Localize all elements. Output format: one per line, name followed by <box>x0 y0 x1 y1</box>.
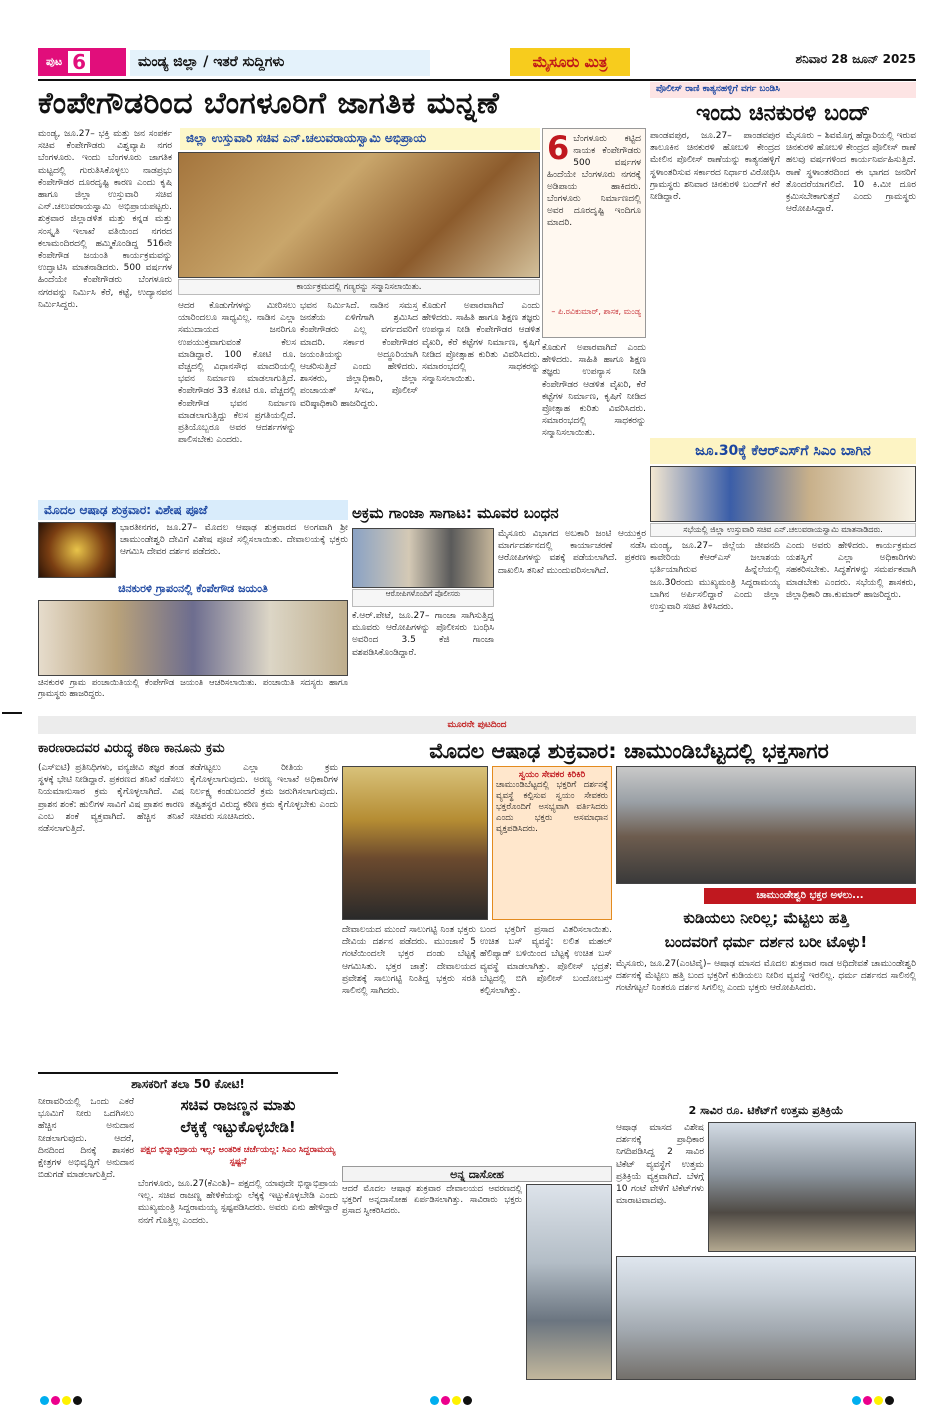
lead-column-1: ಮಂಡ್ಯ, ಜೂ.27– ಭಕ್ತಿ ಮತ್ತು ಜನ ಸಂಪರ್ಕ ಸಚಿವ ಕೆಂಪೇಗೌಡರು ವಿಶ್ವವ್ಯಾಪಿ ನಗರ ಬೆಂಗಳೂರು. ಇಂದು ಬೆಂಗಳೂರು ಜಾಗತಿಕ ಮಟ್ಟದಲ್ಲಿ ಗುರುತಿಸಿಕೊಳ್ಳಲು ನಾಡಪ್ರಭು ಕೆಂಪೇಗೌಡರ ದೂರದೃಷ್ಟಿ ಕಾರಣ ಎಂದು ಕೃಷಿ ಹಾಗೂ ಜಿಲ್ಲಾ ಉಸ್ತುವಾರಿ ಸಚಿವ ಎನ್.ಚಲುವರಾಯಸ್ವಾಮಿ ಅಭಿಪ್ರಾಯಪಟ್ಟರು. ಶುಕ್ರವಾರ ಜಿಲ್ಲಾಡಳಿತ ಮತ್ತು ಕನ್ನಡ ಮತ್ತು ಸಂಸ್ಕೃತಿ ಇಲಾಖೆ ವತಿಯಿಂದ ನಗರದ ಕಲಾಮಂದಿರದಲ್ಲಿ ಹಮ್ಮಿಕೊಂಡಿದ್ದ 516ನೇ ಕೆಂಪೇಗೌಡ ಜಯಂತಿ ಕಾರ್ಯಕ್ರಮವನ್ನು ಉದ್ಘಾಟಿಸಿ ಮಾತನಾಡಿದರು. 500 ವರ್ಷಗಳ ಹಿಂದೆಯೇ ಕೆಂಪೇಗೌಡರು ಬೆಂಗಳೂರು ನಗರವನ್ನು ನಿರ್ಮಿಸಿ ಕೆರೆ, ಕಟ್ಟೆ, ಉದ್ಯಾನವನ ನಿರ್ಮಿಸಿದ್ದರು. <box>38 129 172 310</box>
newspaper-name: ಮೈಸೂರು ಮಿತ್ರ <box>510 48 630 76</box>
lead-column-3: ಭವನ ನಿರ್ಮಿಸಿದೆ. ನಾಡಿನ ಸಮಸ್ತ ಜನತೆಯ ಏಳಿಗೆಗಾಗಿ ಶ್ರಮಿಸಿದ ಕೆಂಪೇಗೌಡರು ಎಲ್ಲ ವರ್ಗದವರಿಗೆ ಮಾದರಿ. ಸರ್ಕಾರ ಕೆಂಪೇಗೌಡರ ಜಯಂತಿಯನ್ನು ಅದ್ಧೂರಿಯಾಗಿ ಆಚರಿಸುತ್ತಿದೆ ಎಂದು ಹೇಳಿದರು. ಶಾಸಕರು, ಜಿಲ್ಲಾಧಿಕಾರಿ, ಜಿಲ್ಲಾ ಪಂಚಾಯತ್ ಸಿಇಒ, ಪೊಲೀಸ್ ವರಿಷ್ಠಾಧಿಕಾರಿ ಹಾಜರಿದ್ದರು. <box>300 301 418 409</box>
page-number-box <box>38 48 126 76</box>
quote-big-number: 6 <box>547 133 570 167</box>
law-column-1: (ಎಸ್‌ಐಟಿ) ಪ್ರತಿನಿಧಿಗಳು, ವನ್ಯಜೀವಿ ತಜ್ಞರ ತಂಡ ಸ್ಥಳಕ್ಕೆ ಭೇಟಿ ನೀಡಿದ್ದಾರೆ. ಪ್ರಕರಣದ ತನಿಖೆ ನಡೆಸಲು ನಿಯಮಾನುಸಾರ ಕ್ರಮ ಕೈಗೊಳ್ಳಲಾಗಿದೆ. ವಿಷ ಪ್ರಾಶನ ಶಂಕೆ: ಹುಲಿಗಳ ಸಾವಿಗೆ ವಿಷ ಪ್ರಾಶನ ಕಾರಣ ಎಂಬ ಶಂಕೆ ವ್ಯಕ್ತವಾಗಿದೆ. ಹೆಚ್ಚಿನ ತನಿಖೆ ನಡೆಸಲಾಗುತ್ತಿದೆ. <box>38 763 184 835</box>
dot-cyan <box>852 1396 861 1405</box>
jayanti-photo <box>38 600 348 676</box>
chamundi-column-1: ದೇವಾಲಯದ ಮುಂದೆ ಸಾಲುಗಟ್ಟಿ ನಿಂತ ಭಕ್ತರು ದೇವಿಯ ದರ್ಶನ ಪಡೆದರು. ಮುಂಜಾನೆ 5 ಗಂಟೆಯಿಂದಲೇ ಭಕ್ತರ ದಂಡು ಬೆಟ್ಟಕ್ಕೆ ಆಗಮಿಸಿತು. ಭಕ್ತರ ಜಾತ್ರೆ: ದೇವಾಲಯದ ಪ್ರವೇಶಕ್ಕೆ ಸಾಲುಗಟ್ಟಿ ನಿಂತಿದ್ದ ಭಕ್ತರು ಸರತಿ ಸಾಲಿನಲ್ಲಿ ಸಾಗಿದರು. <box>342 925 476 997</box>
ticket-subhead: 2 ಸಾವಿರ ರೂ. ಟಿಕೆಟ್‌ಗೆ ಉತ್ತಮ ಪ್ರತಿಕ್ರಿಯೆ <box>688 1104 844 1117</box>
dot-yellow <box>452 1396 461 1405</box>
volunteer-text: ಚಾಮುಂಡಿಬೆಟ್ಟದಲ್ಲಿ ಭಕ್ತರಿಗೆ ದರ್ಶನಕ್ಕೆ ವ್ಯವಸ್ಥೆ ಕಲ್ಪಿಸುವ ಸ್ವಯಂ ಸೇವಕರು ಭಕ್ತರೊಂದಿಗೆ ಅಸಭ್ಯವಾಗಿ ವರ್ತಿಸಿದರು ಎಂದು ಭಕ್ತರು ಅಸಮಾಧಾನ ವ್ಯಕ್ತಪಡಿಸಿದರು. <box>496 780 608 834</box>
minister-column-2: ಬೆಂಗಳೂರು, ಜೂ.27(ಕೆಎಂಶಿ)– ಪಕ್ಷದಲ್ಲಿ ಯಾವುದೇ ಭಿನ್ನಾಭಿಪ್ರಾಯ ಇಲ್ಲ. ಸಚಿವ ರಾಜಣ್ಣ ಹೇಳಿಕೆಯನ್ನು ಲೆಕ್ಕಕ್ಕೆ ಇಟ್ಟುಕೊಳ್ಳಬೇಡಿ ಎಂದು ಮುಖ್ಯಮಂತ್ರಿ ಸಿದ್ದರಾಮಯ್ಯ ಸ್ಪಷ್ಟಪಡಿಸಿದರು. ಅವರು ಏನು ಹೇಳಿದ್ದಾರೆ ನನಗೆ ಗೊತ್ತಿಲ್ಲ ಎಂದರು. <box>138 1179 338 1226</box>
issue-date: ಶನಿವಾರ 28 ಜೂನ್ 2025 <box>795 52 916 66</box>
lead-column-4: ಕೊಡುಗೆ ಅಪಾರವಾಗಿದೆ ಎಂದು ಹೇಳಿದರು. ಸಾಹಿತಿ ಹಾಗೂ ಶಿಕ್ಷಣ ತಜ್ಞರು ಉಪನ್ಯಾಸ ನೀಡಿ ಕೆಂಪೇಗೌಡರ ಆಡಳಿತ ವೈಖರಿ, ಕೆರೆ ಕಟ್ಟೆಗಳ ನಿರ್ಮಾಣ, ಕೃಷಿಗೆ ನೀಡಿದ ಪ್ರೋತ್ಸಾಹ ಕುರಿತು ವಿವರಿಸಿದರು. ಸಮಾರಂಭದಲ್ಲಿ ಸಾಧಕರನ್ನು ಸನ್ಮಾನಿಸಲಾಯಿತು. <box>422 301 540 385</box>
temple-crowd-photo <box>342 766 488 920</box>
ganja-column-1: ಕೆ.ಆರ್.ಪೇಟೆ, ಜೂ.27– ಗಾಂಜಾ ಸಾಗಿಸುತ್ತಿದ್ದ ಮೂವರು ಆರೋಪಿಗಳನ್ನು ಪೊಲೀಸರು ಬಂಧಿಸಿ ಅವರಿಂದ 3.5 ಕೆಜಿ ಗಾಂಜಾ ವಶಪಡಿಸಿಕೊಂಡಿದ್ದಾರೆ. <box>352 611 494 658</box>
devotees-headline <box>616 906 916 956</box>
devotees-tag: ಚಾಮುಂಡೇಶ್ವರಿ ಭಕ್ತರ ಅಳಲು... <box>704 888 916 904</box>
ganja-headline: ಅಕ್ರಮ ಗಾಂಜಾ ಸಾಗಾಟ: ಮೂವರ ಬಂಧನ <box>352 504 559 522</box>
margin-mark <box>2 712 22 714</box>
hilltop-crowd-photo <box>616 766 916 884</box>
lead-column-5: ಕೊಡುಗೆ ಅಪಾರವಾಗಿದೆ ಎಂದು ಹೇಳಿದರು. ಸಾಹಿತಿ ಹಾಗೂ ಶಿಕ್ಷಣ ತಜ್ಞರು ಉಪನ್ಯಾಸ ನೀಡಿ ಕೆಂಪೇಗೌಡರ ಆಡಳಿತ ವೈಖರಿ, ಕೆರೆ ಕಟ್ಟೆಗಳ ನಿರ್ಮಾಣ, ಕೃಷಿಗೆ ನೀಡಿದ ಪ್ರೋತ್ಸಾಹ ಕುರಿತು ವಿವರಿಸಿದರು. ಸಮಾರಂಭದಲ್ಲಿ ಸಾಧಕರನ್ನು ಸನ್ಮಾನಿಸಲಾಯಿತು. <box>542 343 646 439</box>
krs-column-2: ಎಂದು ಅವರು ಹೇಳಿದರು. ಕಾರ್ಯಕ್ರಮದ ಯಶಸ್ವಿಗೆ ಎಲ್ಲಾ ಅಧಿಕಾರಿಗಳು ಸಹಕರಿಸಬೇಕು. ಸಿದ್ಧತೆಗಳನ್ನು ಸಮರ್ಪಕವಾಗಿ ಮಾಡಬೇಕು ಎಂದರು. ಸಭೆಯಲ್ಲಿ ಶಾಸಕರು, ಜಿಲ್ಲಾಧಿಕಾರಿ ಡಾ.ಕುಮಾರ್ ಹಾಜರಿದ್ದರು. <box>786 541 916 600</box>
bandh-headline: ಇಂದು ಚಿನಕುರಳಿ ಬಂದ್ <box>695 101 871 126</box>
krs-column-1: ಮಂಡ್ಯ, ಜೂ.27– ಜಿಲ್ಲೆಯ ಜೀವನದಿ ಕಾವೇರಿಯ ಕೆಆರ್‌ಎಸ್ ಜಲಾಶಯ ಭರ್ತಿಯಾಗಿರುವ ಹಿನ್ನೆಲೆಯಲ್ಲಿ ಜೂ.30ರಂದು ಮುಖ್ಯಮಂತ್ರಿ ಸಿದ್ದರಾಮಯ್ಯ ಬಾಗಿನ ಅರ್ಪಿಸಲಿದ್ದಾರೆ ಎಂದು ಜಿಲ್ಲಾ ಉಸ್ತುವಾರಿ ಸಚಿವ ತಿಳಿಸಿದರು. <box>650 541 780 613</box>
page-number: 6 <box>68 51 90 73</box>
dot-yellow <box>62 1396 71 1405</box>
chamundi-headline: ಮೊದಲ ಆಷಾಢ ಶುಕ್ರವಾರ: ಚಾಮುಂಡಿಬೆಟ್ಟದಲ್ಲಿ ಭಕ್ತಸಾಗರ <box>429 739 829 763</box>
quote-byline: – ಪಿ.ರವಿಕುಮಾರ್, ಶಾಸಕ, ಮಂಡ್ಯ <box>551 307 641 316</box>
dot-magenta <box>51 1396 60 1405</box>
dot-cyan <box>430 1396 439 1405</box>
ticket-queue-photo <box>708 1122 916 1252</box>
jayanti-caption: ಚಿನಕುರಳಿ ಗ್ರಾಮ ಪಂಚಾಯಿತಿಯಲ್ಲಿ ಕೆಂಪೇಗೌಡ ಜಯಂತಿ ಆಚರಿಸಲಾಯಿತು. ಪಂಚಾಯಿತಿ ಸದಸ್ಯರು ಹಾಗೂ ಗ್ರಾಮಸ್ಥರು ಹಾಜರಿದ್ದರು. <box>38 678 348 699</box>
lead-photo <box>178 152 540 278</box>
law-headline: ಕಾರಣರಾದವರ ವಿರುದ್ಧ ಕಠಿಣ ಕಾನೂನು ಕ್ರಮ <box>38 741 225 756</box>
law-column-2: ತಡೆಗಟ್ಟಲು ಎಲ್ಲಾ ರೀತಿಯ ಕ್ರಮ ಕೈಗೊಳ್ಳಲಾಗುವುದು. ಅರಣ್ಯ ಇಲಾಖೆ ಅಧಿಕಾರಿಗಳ ನಿರ್ಲಕ್ಷ್ಯ ಕಂಡುಬಂದರೆ ಕ್ರಮ ಜರುಗಿಸಲಾಗುವುದು. ತಪ್ಪಿತಸ್ಥರ ವಿರುದ್ಧ ಕಠಿಣ ಕ್ರಮ ಕೈಗೊಳ್ಳಬೇಕು ಎಂದು ಸಚಿವರು ಸೂಚಿಸಿದರು. <box>190 763 338 822</box>
dot-black <box>463 1396 472 1405</box>
jayanti-subhead: ಚಿನಕುರಳಿ ಗ್ರಾಪಂನಲ್ಲಿ ಕೆಂಪೇಗೌಡ ಜಯಂತಿ <box>118 582 268 595</box>
food-text: ಆದರೆ ಮೊದಲ ಆಷಾಢ ಶುಕ್ರವಾರ ದೇವಾಲಯದ ಆವರಣದಲ್ಲಿ ಭಕ್ತರಿಗೆ ಅನ್ನದಾಸೋಹ ಏರ್ಪಡಿಸಲಾಗಿತ್ತು. ಸಾವಿರಾರು ಭಕ್ತರು ಪ್ರಸಾದ ಸ್ವೀಕರಿಸಿದರು. <box>342 1184 522 1216</box>
section-title: ಮಂಡ್ಯ ಜಿಲ್ಲಾ / ಇತರೆ ಸುದ್ದಿಗಳು <box>130 50 430 76</box>
ganja-column-2: ಮೈಸೂರು ವಿಭಾಗದ ಅಬಕಾರಿ ಜಂಟಿ ಆಯುಕ್ತರ ಮಾರ್ಗದರ್ಶನದಲ್ಲಿ ಕಾರ್ಯಾಚರಣೆ ನಡೆಸಿ ಆರೋಪಿಗಳನ್ನು ವಶಕ್ಕೆ ಪಡೆಯಲಾಗಿದೆ. ಪ್ರಕರಣ ದಾಖಲಿಸಿ ತನಿಖೆ ಮುಂದುವರಿಸಲಾಗಿದೆ. <box>498 529 646 576</box>
krs-head-band <box>650 438 916 464</box>
devotees-text: ಮೈಸೂರು, ಜೂ.27(ಎಂಟಿವೈ)– ಆಷಾಢ ಮಾಸದ ಮೊದಲ ಶುಕ್ರವಾರ ನಾಡ ಅಧಿದೇವತೆ ಚಾಮುಂಡೇಶ್ವರಿ ದರ್ಶನಕ್ಕೆ ಮೆಟ್ಟಿಲು ಹತ್ತಿ ಬಂದ ಭಕ್ತರಿಗೆ ಕುಡಿಯಲು ನೀರಿನ ವ್ಯವಸ್ಥೆ ಇರಲಿಲ್ಲ. ಧರ್ಮ ದರ್ಶನದ ಸಾಲಿನಲ್ಲಿ ಗಂಟೆಗಟ್ಟಲೆ ನಿಂತರೂ ದರ್ಶನ ಸಿಗಲಿಲ್ಲ ಎಂದು ಭಕ್ತರು ಆರೋಪಿಸಿದರು. <box>616 959 916 994</box>
registration-dots-right <box>852 1390 916 1402</box>
volunteer-headline: ಸ್ವಯಂ ಸೇವಕರ ಕಿರಿಕಿರಿ <box>518 770 586 780</box>
dot-cyan <box>40 1396 49 1405</box>
arrest-photo <box>352 528 494 588</box>
minister-kicker: ಪಕ್ಷದ ಭಿನ್ನಾಭಿಪ್ರಾಯ ಇಲ್ಲ; ಅಂತರಿಕ ಚರ್ಚೆಯಲ್ಲ: ಸಿಎಂ ಸಿದ್ದರಾಮಯ್ಯ ಸ್ಪಷ್ಟನೆ <box>140 1145 336 1167</box>
bandh-column-1: ಪಾಂಡವಪುರ, ಜೂ.27– ಪಾಂಡವಪುರ ತಾಲೂಕಿನ ಚಿನಕುರಳಿ ಹೋಬಳಿ ಕೇಂದ್ರದ ಮೇಲಿನ ಪೊಲೀಸ್ ಠಾಣೆಯನ್ನು ಕಾತ್ಯನಹಳ್ಳಿಗೆ ಸ್ಥಳಾಂತರಿಸುವ ಸರ್ಕಾರದ ನಿರ್ಧಾರ ವಿರೋಧಿಸಿ ಗ್ರಾಮಸ್ಥರು ಶನಿವಾರ ಚಿನಕುರಳಿ ಬಂದ್‌ಗೆ ಕರೆ ನೀಡಿದ್ದಾರೆ. <box>650 131 780 203</box>
pooja-headline: ಮೊದಲ ಆಷಾಢ ಶುಕ್ರವಾರ: ವಿಶೇಷ ಪೂಜೆ <box>44 503 208 517</box>
lead-column-2: ಆದರ ಕೊಡುಗೆಗಳನ್ನು ಮೀರಿಸಲು ಯಾರಿಂದಲೂ ಸಾಧ್ಯವಿಲ್ಲ. ನಾಡಿನ ಎಲ್ಲಾ ಸಮುದಾಯದ ಜನರಿಗೂ ಉಪಯುಕ್ತವಾಗುವಂತೆ ಕೆಲಸ ಮಾಡಿದ್ದಾರೆ. 100 ಕೋಟಿ ರೂ. ವೆಚ್ಚದಲ್ಲಿ ವಿಧಾನಸೌಧ ಮಾದರಿಯಲ್ಲಿ ಭವನ ನಿರ್ಮಾಣ ಮಾಡಲಾಗುತ್ತಿದೆ. ಕೆಂಪೇಗೌಡರ 33 ಕೋಟಿ ರೂ. ವೆಚ್ಚದಲ್ಲಿ ಕೆಂಪೇಗೌಡ ಭವನ ನಿರ್ಮಾಣ ಮಾಡಲಾಗುತ್ತಿದ್ದು ಕೆಲಸ ಪ್ರಗತಿಯಲ್ಲಿದೆ. ಪ್ರತಿಯೊಬ್ಬರೂ ಅವರ ಆದರ್ಶಗಳನ್ನು ಪಾಲಿಸಬೇಕು ಎಂದರು. <box>178 301 296 446</box>
deity-photo <box>38 522 116 578</box>
registration-dots-left <box>40 1390 200 1402</box>
krs-photo-caption: ಸಭೆಯಲ್ಲಿ ಜಿಲ್ಲಾ ಉಸ್ತುವಾರಿ ಸಚಿವ ಎನ್.ಚಲುವರಾಯಸ್ವಾಮಿ ಮಾತನಾಡಿದರು. <box>650 523 916 537</box>
krs-meeting-photo <box>650 466 916 522</box>
dot-magenta <box>441 1396 450 1405</box>
lead-subhead: ಜಿಲ್ಲಾ ಉಸ್ತುವಾರಿ ಸಚಿವ ಎನ್.ಚಲುವರಾಯಸ್ವಾಮಿ ಅಭಿಪ್ರಾಯ <box>180 128 540 150</box>
bandh-column-2: ಮೈಸೂರು – ಶಿವಮೊಗ್ಗ ಹೆದ್ದಾರಿಯಲ್ಲಿ ಇರುವ ಚಿನಕುರಳಿ ಹೋಬಳಿ ಕೇಂದ್ರದ ಪೊಲೀಸ್ ಠಾಣೆ ಹಲವು ವರ್ಷಗಳಿಂದ ಕಾರ್ಯನಿರ್ವಹಿಸುತ್ತಿದೆ. ಠಾಣೆ ಸ್ಥಳಾಂತರದಿಂದ ಈ ಭಾಗದ ಜನರಿಗೆ ತೊಂದರೆಯಾಗಲಿದೆ. 10 ಕಿ.ಮೀ ದೂರ ಕ್ರಮಿಸಬೇಕಾಗುತ್ತದೆ ಎಂದು ಗ್ರಾಮಸ್ಥರು ಆರೋಪಿಸಿದ್ದಾರೆ. <box>786 131 916 215</box>
ticket-text: ಆಷಾಢ ಮಾಸದ ವಿಶೇಷ ದರ್ಶನಕ್ಕೆ ಪ್ರಾಧಿಕಾರ ನಿಗದಿಪಡಿಸಿದ್ದ 2 ಸಾವಿರ ಟಿಕೆಟ್ ವ್ಯವಸ್ಥೆಗೆ ಉತ್ತಮ ಪ್ರತಿಕ್ರಿಯೆ ವ್ಯಕ್ತವಾಗಿದೆ. ಬೆಳಗ್ಗೆ 10 ಗಂಟೆ ವೇಳೆಗೆ ಟಿಕೆಟ್‌ಗಳು ಮಾರಾಟವಾದವು. <box>616 1123 704 1207</box>
dot-magenta <box>863 1396 872 1405</box>
minister-headline-line2: ಲೆಕ್ಕಕ್ಕೆ ಇಟ್ಟುಕೊಳ್ಳಬೇಡಿ! <box>180 1118 296 1136</box>
pooja-text: ಭಾರತೀನಗರ, ಜೂ.27– ಮೊದಲ ಆಷಾಢ ಶುಕ್ರವಾರದ ಅಂಗವಾಗಿ ಶ್ರೀ ಚಾಮುಂಡೇಶ್ವರಿ ದೇವಿಗೆ ವಿಶೇಷ ಪೂಜೆ ಸಲ್ಲಿಸಲಾಯಿತು. ದೇವಾಲಯಕ್ಕೆ ಭಕ್ತರು ಆಗಮಿಸಿ ದೇವರ ದರ್ಶನ ಪಡೆದರು. <box>120 523 348 558</box>
devotees-headline-line1: ಕುಡಿಯಲು ನೀರಿಲ್ಲ; ಮೆಟ್ಟಿಲು ಹತ್ತಿ <box>683 909 849 927</box>
parking-photo <box>616 1256 916 1380</box>
quote-text: ಬೆಂಗಳೂರು ಕಟ್ಟಿದ ನಾಯಕ ಕೆಂಪೇಗೌಡರು 500 ವರ್ಷಗಳ ಹಿಂದೆಯೇ ಬೆಂಗಳೂರು ನಗರಕ್ಕೆ ಅಡಿಪಾಯ ಹಾಕಿದರು. ಬೆಂಗಳೂರು ನಿರ್ಮಾಣದಲ್ಲಿ ಅವರ ದೂರದೃಷ್ಟಿ ಇಂದಿಗೂ ಮಾದರಿ. <box>547 134 641 228</box>
page-label: ಪುಟ <box>46 55 63 68</box>
minister-column-1: ನೀರಾವರಿಯಲ್ಲಿ ಒಂದು ಎಕರೆ ಭೂಮಿಗೆ ನೀರು ಒದಗಿಸಲು ಹೆಚ್ಚಿನ ಅನುದಾನ ನೀಡಲಾಗುವುದು. ಆದರೆ, ದಿನದಿಂದ ದಿನಕ್ಕೆ ಶಾಸಕರ ಕ್ಷೇತ್ರಗಳ ಅಭಿವೃದ್ಧಿಗೆ ಅನುದಾನ ಬಿಡುಗಡೆ ಮಾಡಲಾಗುತ್ತಿದೆ. <box>38 1097 134 1181</box>
lead-headline: ಕೆಂಪೇಗೌಡರಿಂದ ಬೆಂಗಳೂರಿಗೆ ಜಾಗತಿಕ ಮನ್ನಣೆ <box>38 86 500 121</box>
minister-headline <box>138 1094 338 1142</box>
masthead-rule <box>38 79 916 81</box>
dot-black <box>73 1396 82 1405</box>
chamundi-head-band <box>342 738 916 764</box>
registration-dots-center <box>430 1390 510 1402</box>
lead-photo-caption: ಕಾರ್ಯಕ್ರಮದಲ್ಲಿ ಗಣ್ಯರನ್ನು ಸನ್ಮಾನಿಸಲಾಯಿತು. <box>178 279 540 295</box>
bandh-kicker: ಪೊಲೀಸ್ ರಾಣಿ ಕಾತ್ಯನಹಳ್ಳಿಗೆ ವರ್ಗ ಬಂಡಿಸಿ <box>650 82 916 98</box>
volunteer-box <box>492 766 612 920</box>
food-headline: ಅನ್ನ ದಾಸೋಹ <box>342 1166 612 1182</box>
mla-50-crore-tag: ಶಾಸಕರಿಗೆ ತಲಾ 50 ಕೋಟಿ! <box>38 1072 338 1092</box>
pooja-head-band <box>38 500 348 520</box>
minister-headline-line1: ಸಚಿವ ರಾಜಣ್ಣನ ಮಾತು <box>180 1096 296 1114</box>
devotees-headline-line2: ಬಂದವರಿಗೆ ಧರ್ಮ ದರ್ಶನ ಬರೀ ಟೊಳ್ಳು! <box>664 933 868 951</box>
dot-black <box>885 1396 894 1405</box>
continued-banner: ಮೂರನೇ ಪುಟದಿಂದ <box>38 716 916 734</box>
arrest-caption: ಆರೋಪಿಗಳೊಂದಿಗೆ ಪೊಲೀಸರು <box>352 589 494 607</box>
krs-headline: ಜೂ.30ಕ್ಕೆ ಕೆಆರ್‌ಎಸ್‌ಗೆ ಸಿಎಂ ಬಾಗಿನ <box>695 443 871 459</box>
quote-sidebox <box>542 128 646 338</box>
dot-yellow <box>874 1396 883 1405</box>
food-queue-photo <box>526 1184 612 1380</box>
chamundi-column-2: ಬಂದ ಭಕ್ತರಿಗೆ ಪ್ರಸಾದ ವಿತರಿಸಲಾಯಿತು. ಉಚಿತ ಬಸ್ ವ್ಯವಸ್ಥೆ: ಲಲಿತ ಮಹಲ್ ಹೆಲಿಪ್ಯಾಡ್ ಬಳಿಯಿಂದ ಬೆಟ್ಟಕ್ಕೆ ಉಚಿತ ಬಸ್ ವ್ಯವಸ್ಥೆ ಮಾಡಲಾಗಿತ್ತು. ಪೊಲೀಸ್ ಭದ್ರತೆ: ಬೆಟ್ಟದಲ್ಲಿ ಬಿಗಿ ಪೊಲೀಸ್ ಬಂದೋಬಸ್ತ್ ಕಲ್ಪಿಸಲಾಗಿತ್ತು. <box>480 925 612 997</box>
